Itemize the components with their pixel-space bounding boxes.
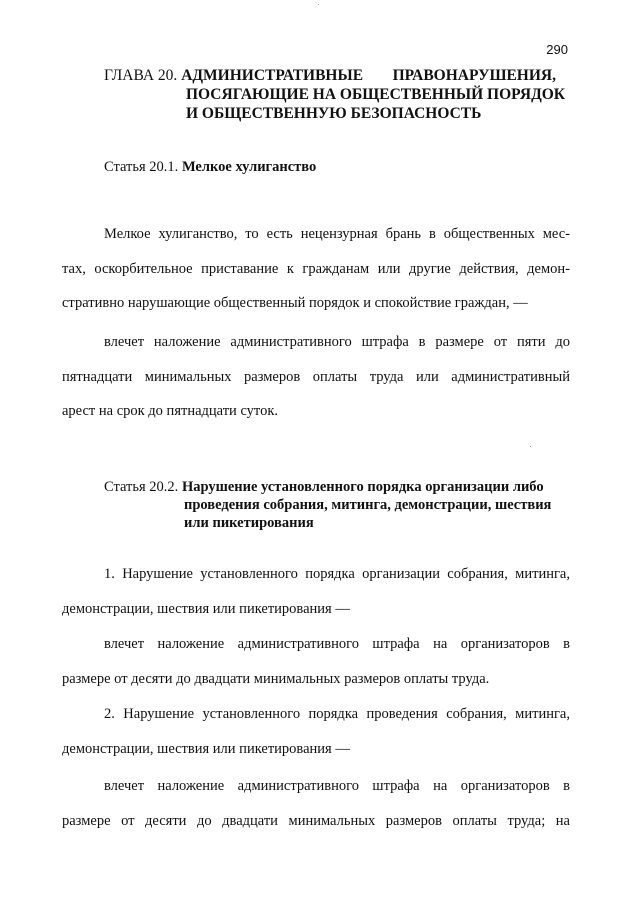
article-title-line-3: или пикетирования <box>184 515 314 531</box>
text-line: влечет наложение административного штрафа на организаторов в <box>104 778 570 794</box>
article-20-1-paragraph-1 <box>62 217 570 321</box>
text-line: Мелкое хулиганство, то есть нецензурная брань в общественных мес- <box>104 226 570 242</box>
text-line: влечет наложение административного штрафа на организаторов в <box>104 636 570 652</box>
chapter-title-line-3: И ОБЩЕСТВЕННУЮ БЕЗОПАСНОСТЬ <box>186 105 482 122</box>
text-line: 1. Нарушение установленного порядка организации собрания, митинга, <box>104 566 570 582</box>
scan-speck <box>530 446 531 447</box>
article-20-2-heading <box>104 478 576 532</box>
article-label: Статья 20.2. <box>104 479 179 495</box>
text-line: размере от десяти до двадцати минимальных размеров оплаты труда; на <box>62 812 570 829</box>
chapter-title-line-2: ПОСЯГАЮЩИЕ НА ОБЩЕСТВЕННЫЙ ПОРЯДОК <box>186 86 566 103</box>
chapter-heading-line-1 <box>104 66 556 85</box>
text-line: демонстрации, шествия или пикетирования — <box>62 600 350 617</box>
text-line: арест на срок до пятнадцати суток. <box>62 403 278 419</box>
text-line: стративно нарушающие общественный порядок и спокойствие граждан, — <box>62 295 528 311</box>
article-20-1-sanction <box>62 325 570 429</box>
page-number: 290 <box>546 42 568 57</box>
article-20-2-part-1-sanction <box>62 627 570 696</box>
article-20-1-heading <box>104 158 316 176</box>
text-line: влечет наложение административного штрафа в размере от пяти до <box>104 334 570 350</box>
text-line: размере от десяти до двадцати минимальных размеров оплаты труда. <box>62 670 490 687</box>
text-line: пятнадцати минимальных размеров оплаты труда или административный <box>62 368 570 385</box>
text-line: демонстрации, шествия или пикетирования — <box>62 740 350 757</box>
text-line: тах, оскорбительное приставание к гражданам или другие действия, демон- <box>62 260 570 277</box>
article-label: Статья 20.1. <box>104 159 179 175</box>
chapter-title-part-a: АДМИНИСТРАТИВНЫЕ <box>181 67 364 84</box>
article-20-2-part-2 <box>62 697 570 766</box>
text-line: 2. Нарушение установленного порядка проведения собрания, митинга, <box>104 706 570 722</box>
article-20-2-part-2-sanction <box>62 769 570 838</box>
article-title: Мелкое хулиганство <box>181 159 317 175</box>
article-title-line-1: Нарушение установленного порядка организации либо <box>181 479 544 495</box>
article-20-2-part-1 <box>62 557 570 626</box>
chapter-prefix: ГЛАВА 20. <box>104 67 178 84</box>
scan-speck <box>318 4 319 5</box>
article-title-line-2: проведения собрания, митинга, демонстрации, шествия <box>184 497 552 513</box>
chapter-title-part-b: ПРАВОНАРУШЕНИЯ, <box>392 67 556 84</box>
chapter-heading <box>104 66 584 123</box>
